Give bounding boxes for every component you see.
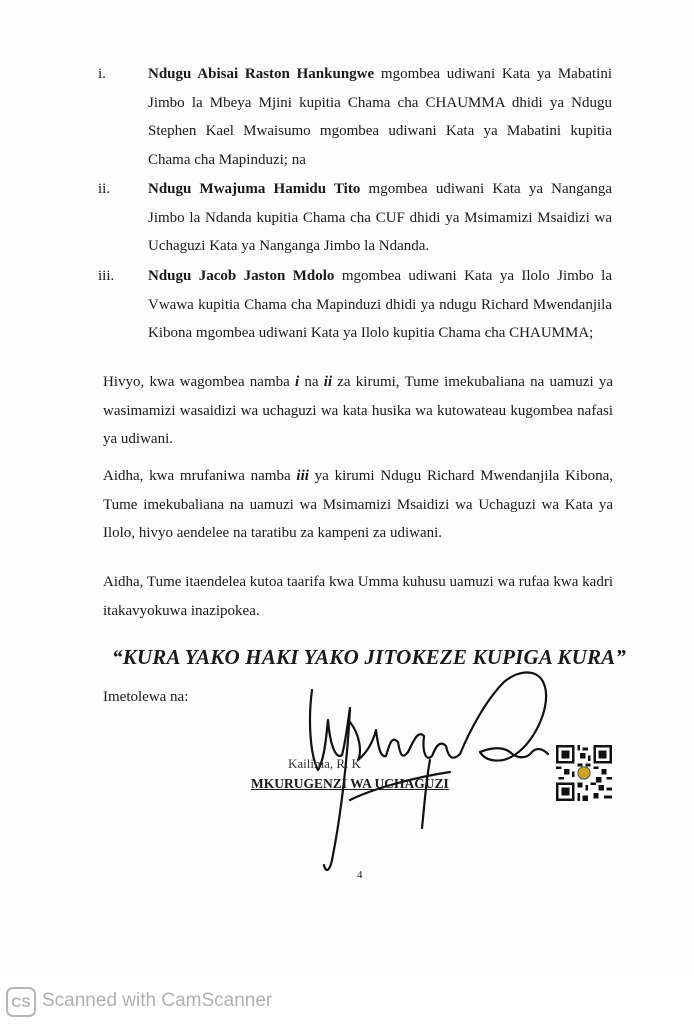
list-item-body: mgombea udiwani Kata ya Mabatini Jimbo la Mbeya Mjini kupitia Chama cha CHAUMMA dhidi ya Ndugu Stephen Kael Mwaisumo mgombea udiwani Kata ya Mabatini kupitia Chama cha Mapinduzi; na — [148, 66, 612, 168]
list-item-text — [148, 262, 612, 348]
list-item-name: Ndugu Abisai Raston Hankungwe — [148, 66, 375, 82]
signer-title: MKURUGENZI WA UCHAGUZI — [251, 776, 449, 791]
paragraph-text: Hivyo, kwa wagombea namba — [103, 374, 295, 390]
roman-numeral: ii — [323, 374, 333, 390]
list-item-name: Ndugu Mwajuma Hamidu Tito — [148, 181, 361, 197]
list-item-body: mgombea udiwani Kata ya Nanganga Jimbo la Ndanda kupitia Chama cha CUF dhidi ya Msimamizi Msaidizi wa Uchaguzi Kata ya Nanganga Jimbo la Ndanda. — [148, 181, 612, 254]
list-item-text — [148, 175, 612, 261]
paragraph-text: za kirumi, Tume imekubaliana na uamuzi ya wasimamizi wasaidizi wa uchaguzi wa kata husika wa kutowateau kugombea nafasi ya udiwani. — [103, 374, 613, 447]
paragraph-text: Aidha, kwa mrufaniwa namba — [103, 468, 297, 484]
list-item-body: mgombea udiwani Kata ya Ilolo Jimbo la Vwawa kupitia Chama cha Mapinduzi dhidi ya ndugu Richard Mwendanjila Kibona mgombea udiwani Kata ya Ilolo kupitia Chama cha CHAUMMA; — [148, 268, 613, 341]
paragraph-text: ya kirumi Ndugu Richard Mwendanjila Kibona, Tume imekubaliana na uamuzi wa Msimamizi Msaidizi wa Uchaguzi wa Kata ya Ilolo, hivyo aendelee na taratibu za kampeni za udiwani. — [103, 468, 614, 541]
scanner-watermark: Scanned with CamScanner — [42, 990, 273, 1011]
paragraph-notice: Aidha, Tume itaendelea kutoa taarifa kwa Umma kuhusu uamuzi wa rufaa kwa kadri itakavyokuwa inazipokea. — [103, 574, 613, 619]
paragraph-appeal — [103, 462, 613, 548]
signer-name: Kailima, R. K — [288, 756, 361, 771]
slogan: “KURA YAKO HAKI YAKO JITOKEZE KUPIGA KURA” — [112, 645, 627, 669]
camscanner-logo-icon: CS — [6, 987, 36, 1017]
qr-code-icon — [556, 745, 612, 801]
list-item-name: Ndugu Jacob Jaston Mdolo — [148, 268, 335, 284]
paragraph-text: na — [299, 374, 324, 390]
page-number: 4 — [357, 869, 363, 881]
list-item-number: i. — [98, 66, 106, 82]
list-item-number: iii. — [98, 268, 115, 284]
roman-numeral: iii — [296, 468, 309, 484]
list-item-number: ii. — [98, 181, 111, 197]
roman-numeral: i — [295, 374, 300, 390]
list-item-text — [148, 60, 612, 174]
paragraph-decision — [103, 368, 613, 454]
issued-by-label: Imetolewa na: — [103, 689, 189, 705]
